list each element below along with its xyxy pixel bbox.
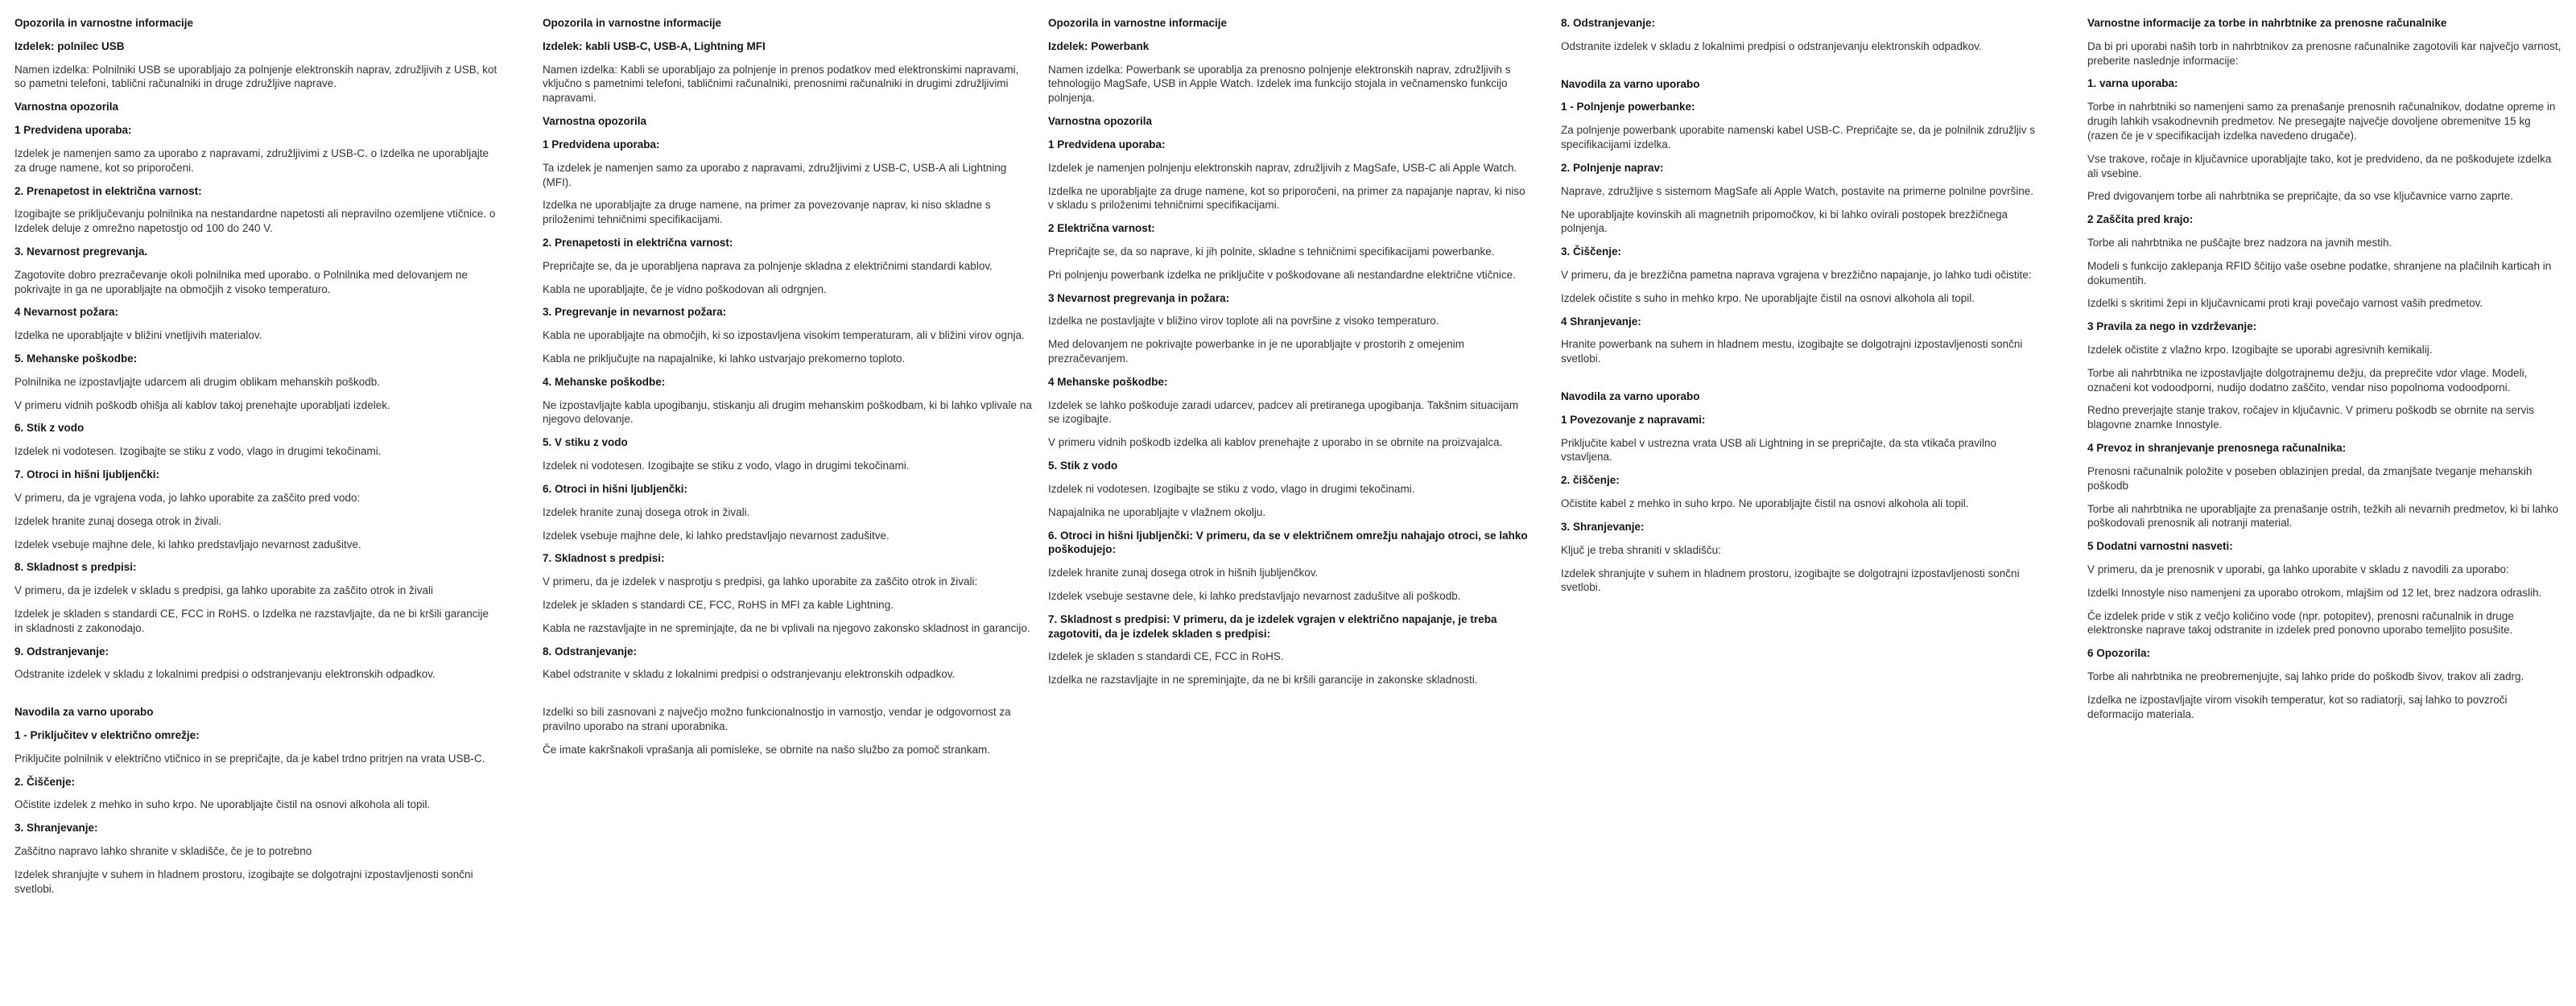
paragraph: Namen izdelka: Powerbank se uporablja za prenosno polnjenje elektronskih naprav, združljivih s tehnologijo MagSafe, USB in Apple Watch. Izdelek ima funkcijo stojala in večnamensko funkcijo polnjenja. <box>1048 63 1511 105</box>
paragraph: Izdelek je namenjen polnjenju elektronskih naprav, združljivih z MagSafe, USB-C ali Apple Watch. <box>1048 161 1517 174</box>
paragraph: Zaščitno napravo lahko shranite v skladišče, če je to potrebno <box>14 845 312 858</box>
section-heading: 6. Otroci in hišni ljubljenčki: V primeru, da se v električnem omrežju nahajajo otroci, se lahko poškodujejo: <box>1048 529 1528 556</box>
section-heading: 1 Predvidena uporaba: <box>14 124 132 137</box>
paragraph: Izdelek hranite zunaj dosega otrok in živali. <box>14 514 222 527</box>
paragraph: Kabla ne razstavljajte in ne spreminjajte, da ne bi vplivali na njegovo zakonsko skladnost in garancijo. <box>543 621 1030 634</box>
paragraph: Izdelek očistite s suho in mehko krpo. Ne uporabljajte čistil na osnovi alkohola ali topil. <box>1561 291 1975 304</box>
paragraph: Zagotovite dobro prezračevanje okoli polnilnika med uporabo. o Polnilnika med delovanjem ne pokrivajte in ga ne uporabljajte na območjih z visoko temperaturo. <box>14 268 468 295</box>
paragraph: Priključite kabel v ustrezna vrata USB ali Lightning in se prepričajte, da sta vtikača pravilno vstavljena. <box>1561 436 1997 464</box>
paragraph: Ključ je treba shraniti v skladišču: <box>1561 543 1721 556</box>
section-heading: Izdelek: kabli USB-C, USB-A, Lightning MFI <box>543 39 766 52</box>
paragraph: Izdelek vsebuje majhne dele, ki lahko predstavljajo nevarnost zadušitve. <box>543 529 890 542</box>
section-heading: 2. Prenapetost in električna varnost: <box>14 184 202 197</box>
section-heading: 1. varna uporaba: <box>2087 77 2178 90</box>
paragraph: Prenosni računalnik položite v poseben oblazinjen predal, da zmanjšate tveganje mehanskih poškodb <box>2087 464 2533 492</box>
paragraph: Napajalnika ne uporabljajte v vlažnem okolju. <box>1048 505 1266 518</box>
section-heading: Varnostne informacije za torbe in nahrbtnike za prenosne računalnike <box>2087 17 2447 29</box>
section-heading: 6. Stik z vodo <box>14 422 85 435</box>
paragraph: Izdelek se lahko poškoduje zaradi udarcev, padcev ali pretiranega upogibanja. Takšnim situacijam se izogibajte. <box>1048 398 1519 426</box>
paragraph: Izdelek hranite zunaj dosega otrok in hišnih ljubljenčkov. <box>1048 567 1319 579</box>
paragraph: Izdelka ne uporabljajte za druge namene, kot so priporočeni, na primer za napajanje naprav, ki niso v skladu s priloženimi tehničnimi specifikacijami. <box>1048 184 1525 212</box>
section-heading: 3 Pravila za nego in vzdrževanje: <box>2087 320 2257 333</box>
section-heading: 8. Odstranjevanje: <box>1561 17 1656 29</box>
paragraph: Izdelek ni vodotesen. Izogibajte se stiku z vodo, vlago in drugimi tekočinami. <box>14 445 382 458</box>
paragraph: V primeru vidnih poškodb izdelka ali kablov prenehajte z uporabo in se obrnite na proizvajalca. <box>1048 436 1503 449</box>
paragraph: Vse trakove, ročaje in ključavnice uporabljajte tako, kot je predvideno, da ne poškodujete izdelka ali vsebine. <box>2087 152 2552 179</box>
section-heading: 1 - Priključitev v električno omrežje: <box>14 729 200 741</box>
paragraph: V primeru vidnih poškodb ohišja ali kablov takoj prenehajte uporabljati izdelek. <box>14 398 390 411</box>
section-heading: 4 Shranjevanje: <box>1561 315 1641 328</box>
paragraph: Modeli s funkcijo zaklepanja RFID ščitijo vaše osebne podatke, shranjene na plačilnih karticah in dokumentih. <box>2087 259 2552 287</box>
paragraph: V primeru, da je izdelek v skladu s predpisi, ga lahko uporabite za zaščito otrok in živali <box>14 584 434 597</box>
column-laptop-bags-notice <box>2087 16 2564 730</box>
section-heading: Navodila za varno uporabo <box>14 706 154 719</box>
paragraph: Ne uporabljajte kovinskih ali magnetnih pripomočkov, ki bi lahko ovirali postopek brezžičnega polnjenja. <box>1561 208 2008 235</box>
section-heading: Varnostna opozorila <box>543 115 647 128</box>
section-heading: 1 Povezovanje z napravami: <box>1561 413 1706 426</box>
paragraph: Izdelki s skritimi žepi in ključavnicami proti kraji povečajo varnost vaših predmetov. <box>2087 297 2483 310</box>
paragraph: Izdelek je skladen s standardi CE, FCC in RoHS. o Izdelka ne razstavljajte, da ne bi kršili garancije in skladnosti z zakonodajo. <box>14 607 489 634</box>
section-heading: 2. Prenapetosti in električna varnost: <box>543 236 733 249</box>
section-heading: 9. Odstranjevanje: <box>14 645 109 658</box>
paragraph: Izdelka ne uporabljajte v bližini vnetljivih materialov. <box>14 329 262 342</box>
paragraph: Izogibajte se priključevanju polnilnika na nestandardne napetosti ali nepravilno ozemljene vtičnice. o Izdelek deluje z omrežno napetostjo od 100 do 240 V. <box>14 208 496 235</box>
paragraph: Izdelka ne razstavljajte in ne spreminjajte, da ne bi kršili garancije in zakonske skladnosti. <box>1048 674 1478 686</box>
section-heading: Izdelek: Powerbank <box>1048 39 1150 52</box>
section-heading: Opozorila in varnostne informacije <box>1048 17 1228 29</box>
paragraph: Kabla ne uporabljajte, če je vidno poškodovan ali odrgnjen. <box>543 282 827 295</box>
section-heading: 3. Pregrevanje in nevarnost požara: <box>543 306 727 319</box>
section-heading: 1 Predvidena uporaba: <box>543 138 660 150</box>
section-heading: Navodila za varno uporabo <box>1561 390 1700 402</box>
section-heading: 5 Dodatni varnostni nasveti: <box>2087 540 2233 553</box>
paragraph: Izdelek je skladen s standardi CE, FCC in RoHS. <box>1048 650 1284 663</box>
paragraph: Izdelek očistite z vlažno krpo. Izogibajte se uporabi agresivnih kemikalij. <box>2087 344 2433 356</box>
section-heading: 2 Električna varnost: <box>1048 222 1155 235</box>
paragraph: Očistite izdelek z mehko in suho krpo. Ne uporabljajte čistil na osnovi alkohola ali topil. <box>14 798 431 811</box>
paragraph: Naprave, združljive s sistemom MagSafe ali Apple Watch, postavite na primerne polnilne površine. <box>1561 184 2034 197</box>
paragraph: Kabla ne uporabljajte na območjih, ki so izpostavljena visokim temperaturam, ali v bližini virov ognja. <box>543 329 1025 342</box>
paragraph: Izdelki Innostyle niso namenjeni za uporabo otrokom, mlajšim od 12 let, brez nadzora odraslih. <box>2087 586 2542 599</box>
section-heading: 3 Nevarnost pregrevanja in požara: <box>1048 291 1230 304</box>
paragraph: Odstranite izdelek v skladu z lokalnimi predpisi o odstranjevanju elektronskih odpadkov. <box>1561 39 1982 52</box>
column-usb-charger-notice <box>14 16 497 905</box>
section-heading: Navodila za varno uporabo <box>1561 77 1700 90</box>
paragraph: Za polnjenje powerbank uporabite namenski kabel USB-C. Prepričajte se, da je polnilnik združljiv s specifikacijami izdelka. <box>1561 124 2036 151</box>
paragraph: V primeru, da je izdelek v nasprotju s predpisi, ga lahko uporabite za zaščito otrok in živali: <box>543 575 978 588</box>
paragraph: V primeru, da je prenosnik v uporabi, ga lahko uporabite v skladu z navodili za uporabo: <box>2087 563 2509 575</box>
paragraph: Redno preverjajte stanje trakov, ročajev in ključavnic. V primeru poškodb se obrnite na servis blagovne znamke Innostyle. <box>2087 404 2535 431</box>
paragraph: Pri polnjenju powerbank izdelka ne priključite v poškodovane ali nestandardne električne vtičnice. <box>1048 268 1516 281</box>
section-heading: 7. Skladnost s predpisi: <box>543 552 665 565</box>
column-powerbank-notice <box>1048 16 1531 696</box>
paragraph: Torbe ali nahrbtnika ne puščajte brez nadzora na javnih mestih. <box>2087 236 2392 249</box>
section-heading: 2. Polnjenje naprav: <box>1561 161 1664 174</box>
paragraph: V primeru, da je brezžična pametna naprava vgrajena v brezžično napajanje, jo lahko tudi očistite: <box>1561 268 2032 281</box>
paragraph: Prepričajte se, da je uporabljena naprava za polnjenje skladna z električnimi standardi kablov. <box>543 259 993 272</box>
spacer <box>1561 63 2044 77</box>
section-heading: Varnostna opozorila <box>1048 115 1153 128</box>
section-heading: 1 - Polnjenje powerbanke: <box>1561 101 1695 113</box>
section-heading: 5. Stik z vodo <box>1048 460 1118 472</box>
section-heading: 3. Shranjevanje: <box>14 822 98 835</box>
paragraph: Izdelek je namenjen samo za uporabo z napravami, združljivimi z USB-C. o Izdelka ne uporabljajte za druge namene, kot so priporočeni. <box>14 146 489 174</box>
paragraph: Izdelek ni vodotesen. Izogibajte se stiku z vodo, vlago in drugimi tekočinami. <box>1048 482 1415 495</box>
paragraph: Izdelek shranjujte v suhem in hladnem prostoru, izogibajte se dolgotrajni izpostavljenosti sončni svetlobi. <box>1561 567 2020 594</box>
section-heading: 7. Skladnost s predpisi: V primeru, da je izdelek vgrajen v električno napajanje, je treba zagotoviti, da je izdelek skladen s predpisi: <box>1048 612 1497 640</box>
paragraph: Izdelka ne postavljajte v bližino virov toplote ali na površine z visoko temperaturo. <box>1048 315 1439 328</box>
paragraph: Namen izdelka: Kabli se uporabljajo za polnjenje in prenos podatkov med elektronskimi napravami, vključno s pametnimi telefoni, tabličnimi računalniki, prenosnimi računalniki in drugimi združljivimi napravami. <box>543 63 1019 105</box>
section-heading: 7. Otroci in hišni ljubljenčki: <box>14 468 160 481</box>
paragraph: Priključite polnilnik v električno vtičnico in se prepričajte, da je kabel trdno pritrjen na vrata USB-C. <box>14 752 485 765</box>
column-cables-notice <box>543 16 1035 766</box>
spacer <box>1561 375 2044 390</box>
section-heading: 2. čiščenje: <box>1561 474 1620 487</box>
section-heading: 2. Čiščenje: <box>14 775 76 788</box>
paragraph: Izdelek ni vodotesen. Izogibajte se stiku z vodo, vlago in drugimi tekočinami. <box>543 460 910 472</box>
section-heading: 8. Skladnost s predpisi: <box>14 561 137 574</box>
paragraph: Torbe ali nahrbtnika ne uporabljajte za prenašanje ostrih, težkih ali nevarnih predmetov, ki bi lahko poškodovali prenosnik ali notranji material. <box>2087 502 2559 530</box>
paragraph: Če imate kakršnakoli vprašanja ali pomisleke, se obrnite na našo službo za pomoč strankam. <box>543 743 991 756</box>
section-heading: 4 Prevoz in shranjevanje prenosnega računalnika: <box>2087 442 2347 455</box>
section-heading: 5. Mehanske poškodbe: <box>14 353 138 365</box>
section-heading: 1 Predvidena uporaba: <box>1048 138 1166 150</box>
section-heading: Varnostna opozorila <box>14 101 119 113</box>
paragraph: Da bi pri uporabi naših torb in nahrbtnikov za prenosne računalnike zagotovili kar največjo varnost, preberite naslednje informacije: <box>2087 39 2562 67</box>
section-heading: 5. V stiku z vodo <box>543 436 628 449</box>
section-heading: 4 Nevarnost požara: <box>14 306 119 319</box>
column-powerbank-cables-usage <box>1561 16 2044 604</box>
section-heading: 6 Opozorila: <box>2087 647 2151 660</box>
paragraph: Izdelek vsebuje majhne dele, ki lahko predstavljajo nevarnost zadušitve. <box>14 538 361 550</box>
paragraph: Pred dvigovanjem torbe ali nahrbtnika se prepričajte, da so vse ključavnice varno zaprte. <box>2087 190 2514 203</box>
paragraph: Izdelek je skladen s standardi CE, FCC, RoHS in MFI za kable Lightning. <box>543 598 894 611</box>
section-heading: Opozorila in varnostne informacije <box>14 17 194 29</box>
section-heading: 4. Mehanske poškodbe: <box>543 375 666 388</box>
paragraph: Očistite kabel z mehko in suho krpo. Ne uporabljajte čistil na osnovi alkohola ali topil. <box>1561 497 1969 510</box>
paragraph: Izdelki so bili zasnovani z največjo možno funkcionalnostjo in varnostjo, vendar je odgovornost za pravilno uporabo na strani uporabnika. <box>543 706 1011 732</box>
paragraph: Kabla ne priključujte na napajalnike, ki lahko ustvarjajo prekomerno toploto. <box>543 353 906 365</box>
section-heading: 3. Nevarnost pregrevanja. <box>14 245 148 258</box>
section-heading: 3. Shranjevanje: <box>1561 520 1645 533</box>
section-heading: 8. Odstranjevanje: <box>543 645 638 658</box>
paragraph: Hranite powerbank na suhem in hladnem mestu, izogibajte se dolgotrajni izpostavljenosti sončni svetlobi. <box>1561 338 2023 365</box>
spacer <box>14 691 497 705</box>
paragraph: Prepričajte se, da so naprave, ki jih polnite, skladne s tehničnimi specifikacijami powerbanke. <box>1048 245 1495 258</box>
spacer <box>543 691 1035 705</box>
paragraph: Polnilnika ne izpostavljajte udarcem ali drugim oblikam mehanskih poškodb. <box>14 375 380 388</box>
paragraph: V primeru, da je vgrajena voda, jo lahko uporabite za zaščito pred vodo: <box>14 491 361 504</box>
paragraph: Kabel odstranite v skladu z lokalnimi predpisi o odstranjevanju elektronskih odpadkov. <box>543 668 956 681</box>
paragraph: Izdelek vsebuje sestavne dele, ki lahko predstavljajo nevarnost zadušitve ali poškodb. <box>1048 589 1461 602</box>
paragraph: Torbe ali nahrbtnika ne preobremenjujte, saj lahko pride do poškodb šivov, trakov ali zadrg. <box>2087 670 2524 682</box>
section-heading: 6. Otroci in hišni ljubljenčki: <box>543 482 688 495</box>
paragraph: Torbe in nahrbtniki so namenjeni samo za prenašanje prenosnih računalnikov, dodatne opreme in drugih lahkih vsakodnevnih predmetov. Ne presegajte največje dovoljene obremenitve 15 kg (razen če je v specifikacijah izdelka navedeno drugače). <box>2087 101 2556 142</box>
section-heading: 3. Čiščenje: <box>1561 245 1622 258</box>
paragraph: Izdelka ne izpostavljajte virom visokih temperatur, kot so radiatorji, saj lahko to povzroči deformacijo materiala. <box>2087 693 2508 720</box>
paragraph: Če izdelek pride v stik z večjo količino vode (npr. potopitev), prenosni računalnik in druge elektronske naprave takoj odstranite in izdelek pred ponovno uporabo temeljito posušite. <box>2087 609 2514 637</box>
section-heading: 4 Mehanske poškodbe: <box>1048 375 1168 388</box>
section-heading: Izdelek: polnilec USB <box>14 39 125 52</box>
paragraph: Torbe ali nahrbtnika ne izpostavljajte dolgotrajnemu dežju, da preprečite vdor vlage. Modeli, označeni kot vodoodporni, nudijo dodatno zaščito, vendar niso popolnoma vodoodporni. <box>2087 366 2528 394</box>
paragraph: Ne izpostavljajte kabla upogibanju, stiskanju ali drugim mehanskim poškodbam, ki bi lahko vplivale na njegovo delovanje. <box>543 398 1032 426</box>
paragraph: Med delovanjem ne pokrivajte powerbanke in je ne uporabljajte v prostorih z omejenim prezračevanjem. <box>1048 338 1465 365</box>
paragraph: Izdelek shranjujte v suhem in hladnem prostoru, izogibajte se dolgotrajni izpostavljenosti sončni svetlobi. <box>14 868 473 895</box>
paragraph: Izdelek hranite zunaj dosega otrok in živali. <box>543 505 750 518</box>
paragraph: Namen izdelka: Polnilniki USB se uporabljajo za polnjenje elektronskih naprav, združljivih z USB, kot so pametni telefoni, tablični računalniki in druge združljive naprave. <box>14 63 497 90</box>
paragraph: Izdelka ne uporabljajte za druge namene, na primer za povezovanje naprav, ki niso skladne s priloženimi tehničnimi specifikacijami. <box>543 199 991 226</box>
paragraph: Odstranite izdelek v skladu z lokalnimi predpisi o odstranjevanju elektronskih odpadkov. <box>14 668 436 681</box>
paragraph: Ta izdelek je namenjen samo za uporabo z napravami, združljivimi z USB-C, USB-A ali Lightning (MFI). <box>543 161 1007 188</box>
section-heading: Opozorila in varnostne informacije <box>543 17 722 29</box>
section-heading: 2 Zaščita pred krajo: <box>2087 213 2194 226</box>
